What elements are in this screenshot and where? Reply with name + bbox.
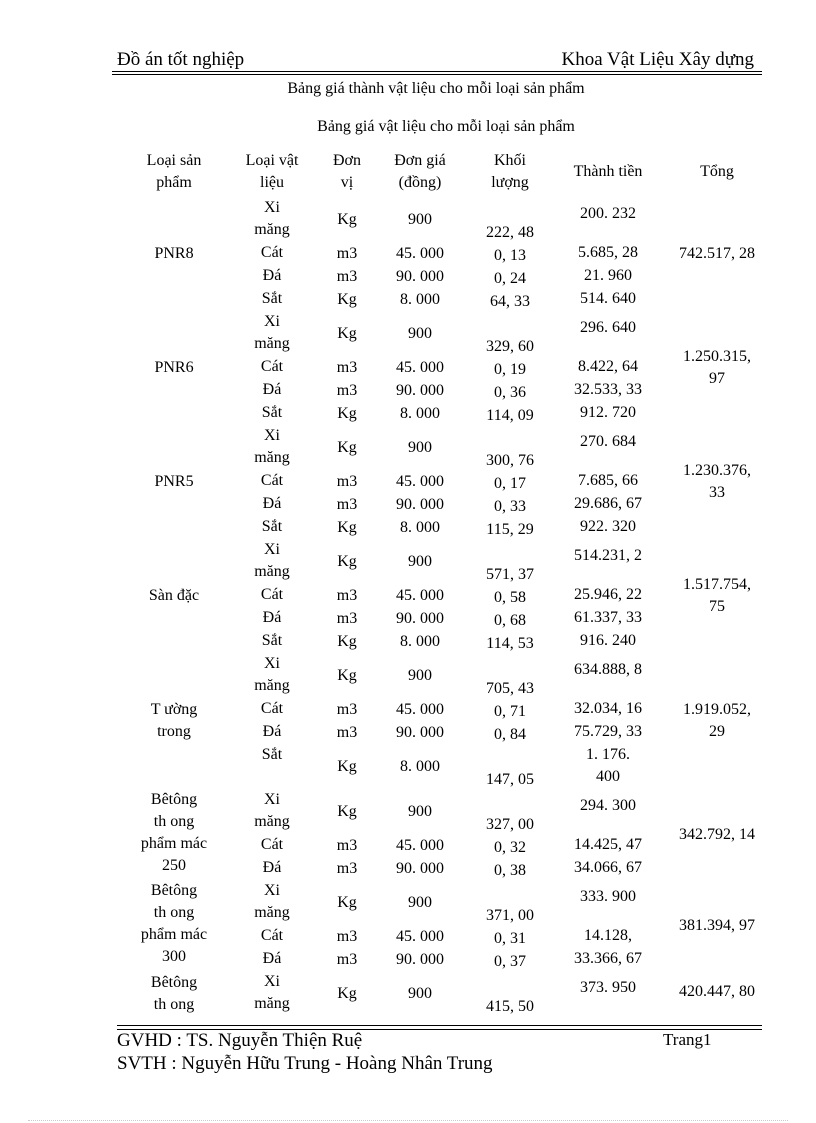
price-cell: 900 xyxy=(408,666,432,684)
quantity-cell: 0, 33 xyxy=(494,498,526,515)
material-cell-line: Cát xyxy=(260,700,284,717)
quantity-cell: 0, 36 xyxy=(494,384,526,401)
total-cell-line: 1.250.315, xyxy=(683,348,751,365)
total-cell-line: 742.517, 28 xyxy=(679,245,755,262)
total-cell xyxy=(662,981,772,1003)
unit-cell: m3 xyxy=(336,859,358,877)
quantity-cell: 371, 00 xyxy=(486,907,534,924)
header-material xyxy=(227,150,317,194)
price-cell: 900 xyxy=(408,324,432,342)
material-cell xyxy=(227,653,317,697)
footer-supervisor: GVHD : TS. Nguyễn Thiện Ruệ xyxy=(117,1030,363,1051)
header-qty xyxy=(465,150,555,194)
material-cell xyxy=(227,721,317,743)
material-cell-line: Xi xyxy=(264,541,280,558)
quantity-cell: 115, 29 xyxy=(486,521,534,538)
quantity-cell: 0, 37 xyxy=(494,953,526,970)
quantity-cell: 0, 17 xyxy=(494,475,526,492)
quantity-cell: 0, 19 xyxy=(494,361,526,378)
quantity-cell: 0, 68 xyxy=(494,612,526,629)
header-rule-bold xyxy=(112,74,762,75)
header-material-line: liệu xyxy=(260,174,284,191)
material-cell-line: Đá xyxy=(262,381,282,398)
header-unit xyxy=(322,150,372,194)
material-cell xyxy=(227,584,317,606)
material-cell xyxy=(227,857,317,879)
quantity-cell: 0, 31 xyxy=(494,930,526,947)
material-cell-line: Cát xyxy=(260,472,284,489)
quantity-cell: 0, 24 xyxy=(494,270,526,287)
price-cell: 8. 000 xyxy=(400,518,440,536)
product-name-cell xyxy=(114,972,234,1016)
material-cell-line: Xi xyxy=(264,199,280,216)
amount-cell xyxy=(553,431,663,453)
quantity-cell: 0, 58 xyxy=(494,589,526,606)
header-left: Đồ án tốt nghiệp xyxy=(117,49,245,70)
unit-cell: m3 xyxy=(336,700,358,718)
unit-cell: m3 xyxy=(336,358,358,376)
material-cell xyxy=(227,698,317,720)
material-cell-line: Xi xyxy=(264,427,280,444)
product-name-cell-line: 300 xyxy=(162,948,186,965)
material-cell xyxy=(227,379,317,401)
header-total-line: Tổng xyxy=(700,163,734,180)
material-cell xyxy=(227,402,317,424)
material-cell-line: Sắt xyxy=(261,518,283,535)
material-cell-line: măng xyxy=(254,813,290,830)
amount-cell-line: 294. 300 xyxy=(580,797,636,814)
product-name-cell xyxy=(114,243,234,265)
price-cell: 90. 000 xyxy=(396,609,444,627)
material-cell-line: Đá xyxy=(262,950,282,967)
product-name-cell-line: Sàn đặc xyxy=(148,587,200,604)
material-cell xyxy=(227,493,317,515)
price-cell: 45. 000 xyxy=(396,358,444,376)
material-cell xyxy=(227,311,317,355)
amount-cell xyxy=(553,493,663,515)
material-cell-line: Xi xyxy=(264,655,280,672)
product-name-cell-line: th ong xyxy=(153,995,195,1013)
amount-cell xyxy=(553,242,663,264)
quantity-cell: 147, 05 xyxy=(486,771,534,788)
product-name-cell-line: PNR6 xyxy=(154,359,194,376)
amount-cell-line: 33.366, 67 xyxy=(574,950,642,967)
unit-cell: Kg xyxy=(337,552,357,570)
price-cell: 90. 000 xyxy=(396,495,444,513)
material-cell xyxy=(227,834,317,856)
product-name-cell-line: trong xyxy=(157,723,191,740)
amount-cell-line: 634.888, 8 xyxy=(574,661,642,678)
product-name-cell-line: T ường xyxy=(150,701,198,718)
product-name-cell-line: 250 xyxy=(162,857,186,874)
material-cell-line: măng xyxy=(254,995,290,1012)
price-cell: 8. 000 xyxy=(400,404,440,422)
material-cell-line: Đá xyxy=(262,495,282,512)
material-cell-line: măng xyxy=(254,677,290,694)
total-cell-line: 1.919.052, xyxy=(683,701,751,718)
unit-cell: m3 xyxy=(336,927,358,945)
quantity-cell: 222, 48 xyxy=(486,224,534,241)
amount-cell xyxy=(553,265,663,287)
amount-cell-line: 29.686, 67 xyxy=(574,495,642,512)
document-title: Bảng giá thành vật liệu cho mỗi loại sản phẩm xyxy=(287,80,585,97)
material-cell xyxy=(227,607,317,629)
amount-cell xyxy=(553,795,663,817)
total-cell xyxy=(662,699,772,743)
amount-cell-line: 514.231, 2 xyxy=(574,547,642,564)
unit-cell: m3 xyxy=(336,586,358,604)
material-cell xyxy=(227,971,317,1015)
amount-cell-line: 25.946, 22 xyxy=(574,586,642,603)
unit-cell: Kg xyxy=(337,518,357,536)
total-cell-line: 420.447, 80 xyxy=(679,983,755,1000)
amount-cell-line: 75.729, 33 xyxy=(574,723,642,740)
amount-cell xyxy=(553,721,663,743)
material-cell-line: măng xyxy=(254,563,290,580)
product-name-cell xyxy=(114,699,234,743)
total-cell-line: 33 xyxy=(709,484,725,501)
amount-cell xyxy=(553,977,663,999)
product-name-cell-line: Bêtông xyxy=(150,973,198,991)
quantity-cell: 300, 76 xyxy=(486,452,534,469)
unit-cell: m3 xyxy=(336,723,358,741)
material-cell-line: Xi xyxy=(264,973,280,990)
quantity-cell: 571, 37 xyxy=(486,566,534,583)
header-amount xyxy=(553,161,663,183)
quantity-cell: 705, 43 xyxy=(486,680,534,697)
amount-cell-line: 5.685, 28 xyxy=(578,244,638,261)
price-cell: 45. 000 xyxy=(396,244,444,262)
unit-cell: m3 xyxy=(336,836,358,854)
quantity-cell: 329, 60 xyxy=(486,338,534,355)
material-cell-line: Xi xyxy=(264,882,280,899)
total-cell-line: 1.517.754, xyxy=(683,576,751,593)
unit-cell: m3 xyxy=(336,950,358,968)
amount-cell xyxy=(553,288,663,310)
price-cell: 45. 000 xyxy=(396,472,444,490)
total-cell xyxy=(662,460,772,504)
total-cell xyxy=(662,824,772,846)
amount-cell xyxy=(553,948,663,970)
header-total xyxy=(662,161,772,183)
material-cell-line: Cát xyxy=(260,244,284,261)
product-name-cell-line: Bêtông xyxy=(150,882,198,899)
quantity-cell: 415, 50 xyxy=(486,998,534,1015)
product-name-cell-line: phẩm mác xyxy=(140,926,208,943)
quantity-cell: 114, 09 xyxy=(486,407,534,424)
product-name-cell xyxy=(114,789,234,877)
material-cell-line: Cát xyxy=(260,358,284,375)
unit-cell: m3 xyxy=(336,609,358,627)
amount-cell-line: 14.425, 47 xyxy=(574,836,642,853)
header-amount-line: Thành tiền xyxy=(573,163,643,180)
unit-cell: Kg xyxy=(337,404,357,422)
material-cell xyxy=(227,789,317,833)
page-number: Trang1 xyxy=(663,1030,712,1049)
product-name-cell-line: phẩm mác xyxy=(140,835,208,852)
amount-cell xyxy=(553,744,663,788)
material-cell-line: măng xyxy=(254,335,290,352)
unit-cell: m3 xyxy=(336,472,358,490)
header-price-line: Đơn giá xyxy=(394,152,446,169)
price-cell: 45. 000 xyxy=(396,836,444,854)
product-name-cell-line: PNR8 xyxy=(154,245,194,262)
amount-cell-line: 373. 950 xyxy=(580,979,636,996)
unit-cell: Kg xyxy=(337,290,357,308)
price-cell: 45. 000 xyxy=(396,700,444,718)
price-cell: 900 xyxy=(408,210,432,228)
amount-cell-line: 400 xyxy=(596,768,620,785)
header-unit-line: vị xyxy=(340,174,354,191)
product-name-cell xyxy=(114,471,234,493)
amount-cell xyxy=(553,584,663,606)
total-cell-line: 1.230.376, xyxy=(683,462,751,479)
unit-cell: Kg xyxy=(337,802,357,820)
product-name-cell-line: PNR5 xyxy=(154,473,194,490)
unit-cell: Kg xyxy=(337,632,357,650)
price-cell: 900 xyxy=(408,802,432,820)
amount-cell-line: 916. 240 xyxy=(580,632,636,649)
total-cell-line: 29 xyxy=(709,723,725,740)
material-cell xyxy=(227,948,317,970)
quantity-cell: 114, 53 xyxy=(486,635,534,652)
header-unit-line: Đơn xyxy=(332,152,361,169)
material-cell-line: Sắt xyxy=(261,404,283,421)
material-cell-line: Đá xyxy=(262,859,282,876)
unit-cell: m3 xyxy=(336,244,358,262)
material-cell xyxy=(227,630,317,652)
material-cell-line: măng xyxy=(254,449,290,466)
quantity-cell: 0, 32 xyxy=(494,839,526,856)
material-cell-line: Xi xyxy=(264,791,280,808)
material-cell-line: măng xyxy=(254,221,290,238)
amount-cell-line: 14.128, xyxy=(584,927,632,944)
amount-cell-line: 922. 320 xyxy=(580,518,636,535)
quantity-cell: 0, 38 xyxy=(494,862,526,879)
price-cell: 90. 000 xyxy=(396,723,444,741)
material-cell-line: Cát xyxy=(260,586,284,603)
amount-cell-line: 21. 960 xyxy=(584,267,632,284)
material-cell xyxy=(227,539,317,583)
price-cell: 900 xyxy=(408,552,432,570)
material-cell-line: măng xyxy=(254,904,290,921)
quantity-cell: 0, 84 xyxy=(494,726,526,743)
header-qty-line: Khối xyxy=(494,152,526,169)
quantity-cell: 64, 33 xyxy=(490,293,530,310)
page-bottom-border xyxy=(28,1120,788,1121)
amount-cell-line: 333. 900 xyxy=(580,888,636,905)
total-cell xyxy=(662,346,772,390)
header-price xyxy=(375,150,465,194)
total-cell xyxy=(662,915,772,937)
header-product xyxy=(114,150,234,194)
price-cell: 8. 000 xyxy=(400,290,440,308)
product-name-cell-line: Bêtông xyxy=(150,791,198,808)
material-cell-line: Xi xyxy=(264,313,280,330)
amount-cell-line: 61.337, 33 xyxy=(574,609,642,626)
unit-cell: Kg xyxy=(337,210,357,228)
amount-cell xyxy=(553,545,663,567)
amount-cell xyxy=(553,379,663,401)
material-cell xyxy=(227,925,317,947)
unit-cell: Kg xyxy=(337,893,357,911)
amount-cell xyxy=(553,203,663,225)
material-cell xyxy=(227,356,317,378)
price-cell: 45. 000 xyxy=(396,586,444,604)
quantity-cell: 0, 71 xyxy=(494,703,526,720)
product-name-cell-line: th ong xyxy=(153,904,195,921)
amount-cell xyxy=(553,698,663,720)
header-qty-line: lượng xyxy=(491,174,529,191)
price-cell: 90. 000 xyxy=(396,859,444,877)
amount-cell xyxy=(553,317,663,339)
header-product-line: phẩm xyxy=(156,174,192,191)
unit-cell: Kg xyxy=(337,438,357,456)
material-cell-line: Sắt xyxy=(261,290,283,307)
amount-cell xyxy=(553,925,663,947)
amount-cell xyxy=(553,402,663,424)
table-title: Bảng giá vật liệu cho mỗi loại sản phẩm xyxy=(317,118,575,135)
material-cell xyxy=(227,197,317,241)
material-cell-line: Cát xyxy=(260,927,284,944)
amount-cell xyxy=(553,356,663,378)
header-product-line: Loại sản xyxy=(146,152,202,169)
header-right: Khoa Vật Liệu Xây dựng xyxy=(561,49,754,70)
material-cell xyxy=(227,516,317,538)
amount-cell-line: 1. 176. xyxy=(586,746,630,763)
material-cell-line: Đá xyxy=(262,267,282,284)
product-name-cell xyxy=(114,880,234,968)
price-cell: 90. 000 xyxy=(396,950,444,968)
material-cell xyxy=(227,880,317,924)
header-price-line: (đồng) xyxy=(398,174,442,191)
price-cell: 8. 000 xyxy=(400,757,440,775)
amount-cell xyxy=(553,886,663,908)
material-cell-line: Cát xyxy=(260,836,284,853)
amount-cell xyxy=(553,470,663,492)
price-cell: 45. 000 xyxy=(396,927,444,945)
unit-cell: Kg xyxy=(337,666,357,684)
price-cell: 90. 000 xyxy=(396,381,444,399)
total-cell-line: 75 xyxy=(709,598,725,615)
amount-cell xyxy=(553,659,663,681)
material-cell-line: Đá xyxy=(262,723,282,740)
amount-cell xyxy=(553,516,663,538)
unit-cell: Kg xyxy=(337,324,357,342)
amount-cell-line: 270. 684 xyxy=(580,433,636,450)
amount-cell-line: 912. 720 xyxy=(580,404,636,421)
material-cell xyxy=(227,425,317,469)
total-cell-line: 381.394, 97 xyxy=(679,916,755,934)
price-cell: 900 xyxy=(408,893,432,911)
unit-cell: m3 xyxy=(336,495,358,513)
unit-cell: Kg xyxy=(337,984,357,1002)
amount-cell-line: 32.034, 16 xyxy=(574,700,642,717)
price-cell: 900 xyxy=(408,438,432,456)
quantity-cell: 0, 13 xyxy=(494,247,526,264)
material-cell xyxy=(227,288,317,310)
amount-cell-line: 34.066, 67 xyxy=(574,859,642,876)
amount-cell-line: 514. 640 xyxy=(580,290,636,307)
amount-cell xyxy=(553,834,663,856)
footer-students: SVTH : Nguyễn Hữu Trung - Hoàng Nhân Trung xyxy=(117,1053,493,1074)
total-cell xyxy=(662,243,772,265)
total-cell-line: 97 xyxy=(709,370,725,387)
amount-cell xyxy=(553,857,663,879)
product-name-cell xyxy=(114,585,234,607)
product-name-cell-line: th ong xyxy=(153,813,195,830)
amount-cell-line: 200. 232 xyxy=(580,205,636,222)
amount-cell xyxy=(553,630,663,652)
price-cell: 900 xyxy=(408,984,432,1002)
amount-cell-line: 7.685, 66 xyxy=(578,472,638,489)
amount-cell xyxy=(553,607,663,629)
unit-cell: Kg xyxy=(337,757,357,775)
material-cell xyxy=(227,242,317,264)
total-cell-line: 342.792, 14 xyxy=(679,825,755,843)
material-cell xyxy=(227,265,317,287)
header-material-line: Loại vật xyxy=(245,152,299,169)
total-cell xyxy=(662,574,772,618)
amount-cell-line: 296. 640 xyxy=(580,319,636,336)
quantity-cell: 327, 00 xyxy=(486,816,534,833)
price-cell: 90. 000 xyxy=(396,267,444,285)
amount-cell-line: 32.533, 33 xyxy=(574,381,642,398)
header-rule xyxy=(112,71,762,72)
material-cell xyxy=(227,744,317,766)
material-cell-line: Đá xyxy=(262,609,282,626)
material-cell-line: Sắt xyxy=(261,746,283,763)
amount-cell-line: 8.422, 64 xyxy=(578,358,638,375)
material-cell-line: Sắt xyxy=(261,632,283,649)
product-name-cell xyxy=(114,357,234,379)
unit-cell: m3 xyxy=(336,267,358,285)
footer-rule-bold xyxy=(117,1025,762,1026)
material-cell xyxy=(227,470,317,492)
unit-cell: m3 xyxy=(336,381,358,399)
price-cell: 8. 000 xyxy=(400,632,440,650)
